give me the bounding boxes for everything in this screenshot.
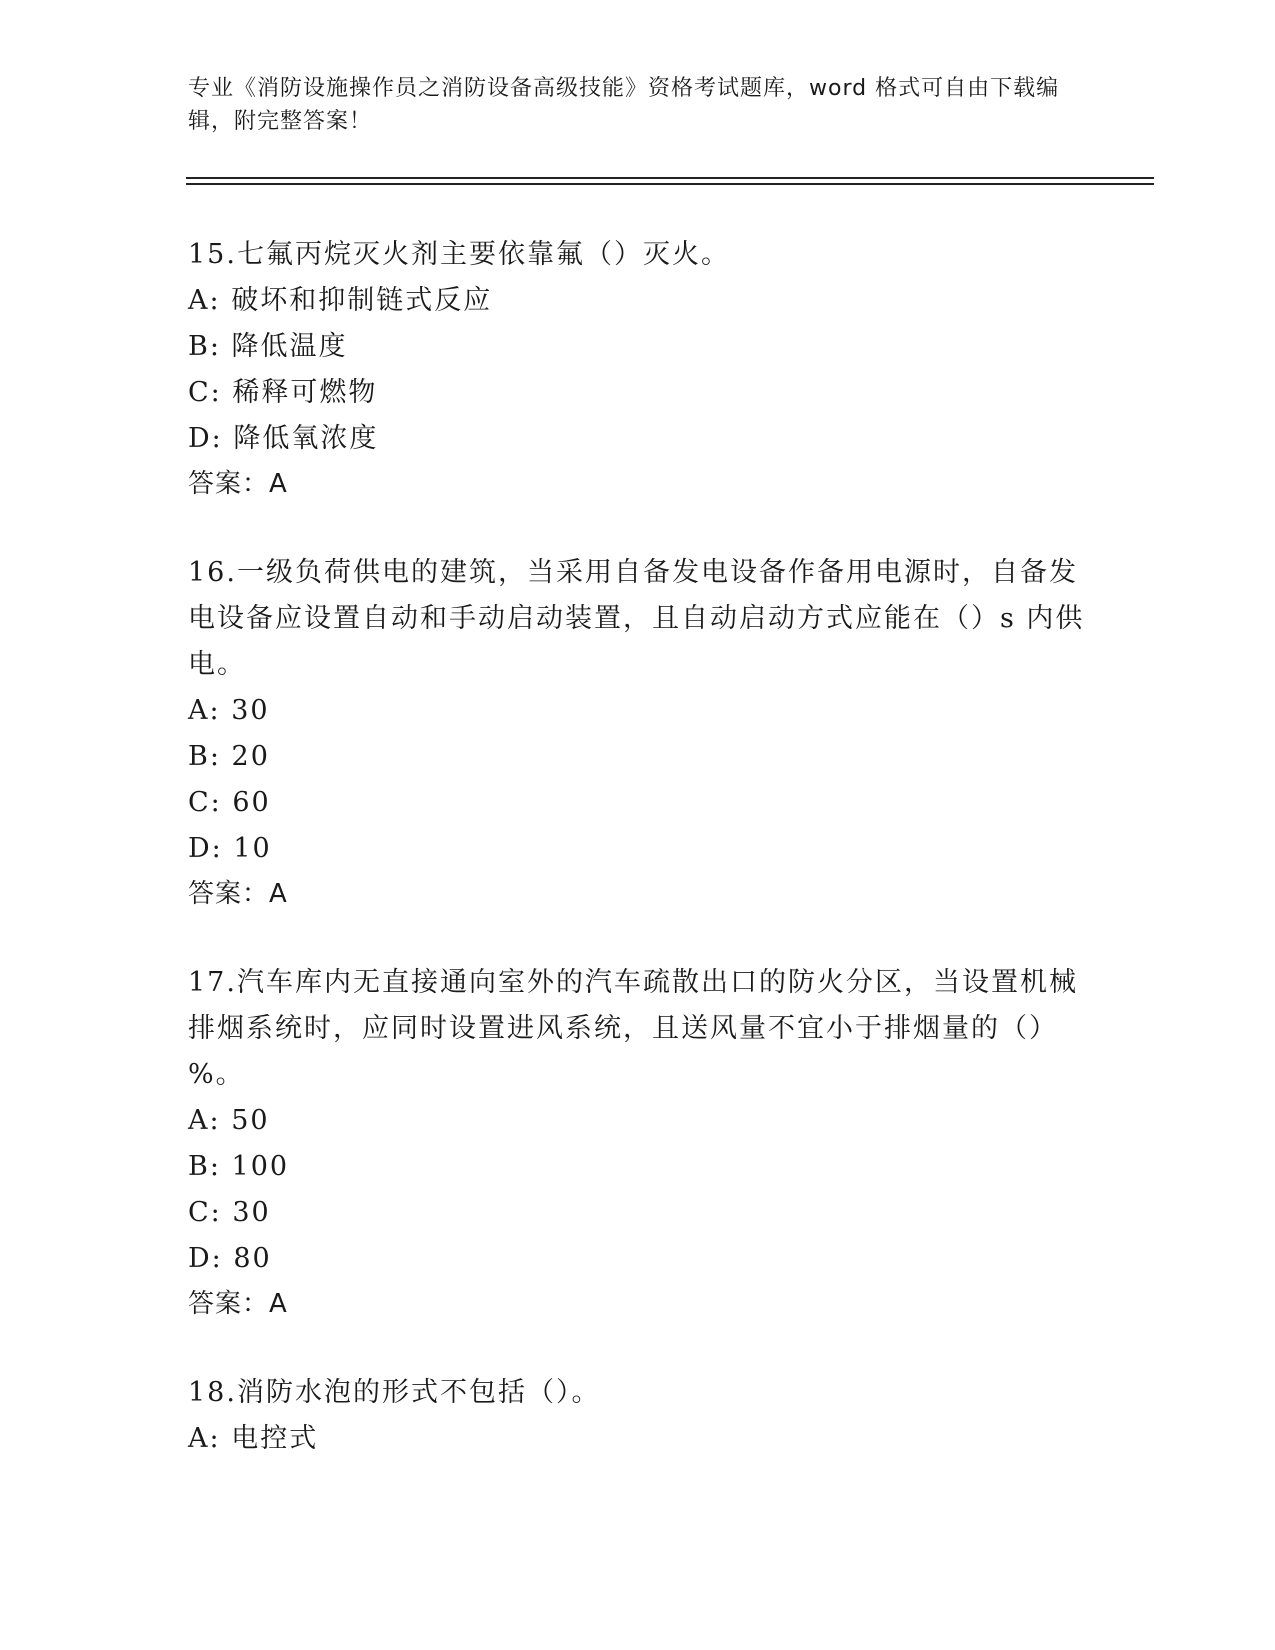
option-text: 破坏和抑制链式反应 xyxy=(231,285,493,316)
option-key: B: xyxy=(188,331,221,362)
option-key: B: xyxy=(188,741,221,772)
option-key: C: xyxy=(188,787,222,818)
question-text: 18.消防水泡的形式不包括（）。 xyxy=(188,1377,601,1408)
option-text: 50 xyxy=(231,1105,270,1136)
option-b xyxy=(188,1144,1088,1190)
question-15 xyxy=(188,232,1088,506)
question-17 xyxy=(188,960,1088,1326)
option-text: 10 xyxy=(233,833,272,864)
option-a xyxy=(188,1098,1088,1144)
option-c xyxy=(188,370,1088,416)
question-text: 17.汽车库内无直接通向室外的汽车疏散出口的防火分区，当设置机械排烟系统时，应同时设置进风系统，且送风量不宜小于排烟量的（）%。 xyxy=(188,967,1078,1090)
option-key: C: xyxy=(188,1197,222,1228)
option-d xyxy=(188,1236,1088,1282)
answer: 答案：A xyxy=(188,1289,288,1319)
option-key: A: xyxy=(188,695,221,726)
option-key: D: xyxy=(188,423,223,454)
option-key: C: xyxy=(188,377,222,408)
option-key: D: xyxy=(188,833,223,864)
option-a xyxy=(188,278,1088,324)
option-d xyxy=(188,416,1088,462)
header-rule-bottom xyxy=(186,183,1154,185)
question-18 xyxy=(188,1370,1088,1462)
question-16 xyxy=(188,550,1088,916)
option-text: 60 xyxy=(232,787,271,818)
option-d xyxy=(188,826,1088,872)
answer: 答案：A xyxy=(188,879,288,909)
option-text: 30 xyxy=(232,1197,271,1228)
option-text: 电控式 xyxy=(231,1423,319,1454)
option-text: 降低温度 xyxy=(231,331,348,362)
option-key: A: xyxy=(188,1423,221,1454)
option-key: B: xyxy=(188,1151,221,1182)
header-rule-top xyxy=(186,177,1154,179)
option-text: 30 xyxy=(231,695,270,726)
option-c xyxy=(188,780,1088,826)
option-b xyxy=(188,324,1088,370)
option-c xyxy=(188,1190,1088,1236)
answer: 答案：A xyxy=(188,469,288,499)
option-key: A: xyxy=(188,285,221,316)
question-text: 16.一级负荷供电的建筑，当采用自备发电设备作备用电源时，自备发电设备应设置自动和手动启动装置，且自动启动方式应能在（）s 内供电。 xyxy=(188,557,1085,680)
option-text: 100 xyxy=(231,1151,290,1182)
option-text: 降低氧浓度 xyxy=(233,423,379,454)
document-header: 专业《消防设施操作员之消防设备高级技能》资格考试题库，word 格式可自由下载编辑，附完整答案！ xyxy=(188,76,1060,134)
option-a xyxy=(188,688,1088,734)
question-list xyxy=(188,232,1088,1506)
option-text: 20 xyxy=(231,741,270,772)
option-b xyxy=(188,734,1088,780)
option-key: A: xyxy=(188,1105,221,1136)
option-text: 80 xyxy=(233,1243,272,1274)
option-text: 稀释可燃物 xyxy=(232,377,378,408)
option-key: D: xyxy=(188,1243,223,1274)
option-a xyxy=(188,1416,1088,1462)
question-text: 15.七氟丙烷灭火剂主要依靠氟（）灭火。 xyxy=(188,239,730,270)
